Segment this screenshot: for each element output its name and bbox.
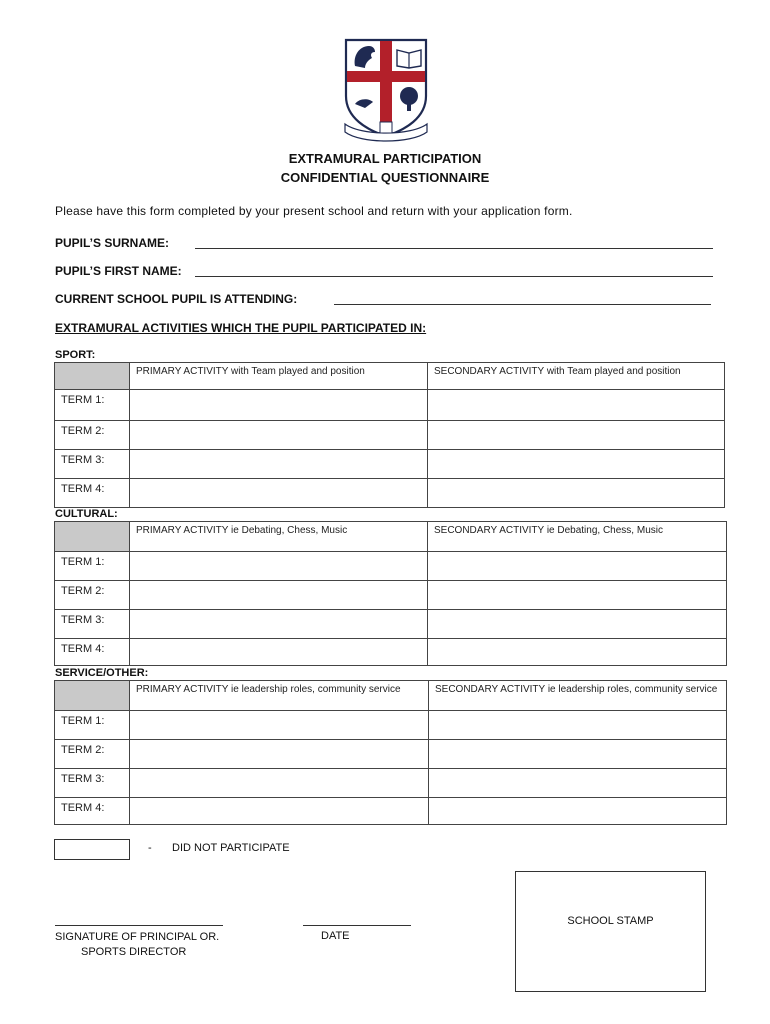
service-term-4-secondary-cell[interactable] — [429, 798, 727, 825]
sport-header-blank — [55, 363, 130, 390]
cultural-term-2-primary-cell[interactable] — [130, 581, 428, 610]
sport-term-3-label: TERM 3: — [55, 450, 130, 479]
cultural-term-1-label: TERM 1: — [55, 552, 130, 581]
cultural-term-1-primary-cell[interactable] — [130, 552, 428, 581]
service-primary-header: PRIMARY ACTIVITY ie leadership roles, community service — [130, 681, 429, 711]
cultural-term-3-secondary-cell[interactable] — [428, 610, 727, 639]
cultural-term-2-label: TERM 2: — [55, 581, 130, 610]
date-label: DATE — [321, 930, 350, 942]
sport-term-1-secondary-cell[interactable] — [428, 390, 725, 421]
surname-label: PUPIL’S SURNAME: — [55, 236, 170, 250]
service-term-1-label: TERM 1: — [55, 711, 130, 740]
service-table — [54, 680, 727, 825]
did-not-participate-box[interactable] — [54, 839, 130, 860]
surname-field[interactable] — [195, 248, 713, 249]
service-header-blank — [55, 681, 130, 711]
service-term-4-label: TERM 4: — [55, 798, 130, 825]
signature-label — [55, 930, 219, 960]
service-term-2-primary-cell[interactable] — [130, 740, 429, 769]
first-name-field[interactable] — [195, 276, 713, 277]
cultural-term-3-label: TERM 3: — [55, 610, 130, 639]
cultural-section-label: CULTURAL: — [55, 508, 118, 520]
service-term-1-primary-cell[interactable] — [130, 711, 429, 740]
cultural-primary-header: PRIMARY ACTIVITY ie Debating, Chess, Music — [130, 522, 428, 552]
sport-term-3-primary-cell[interactable] — [130, 450, 428, 479]
sport-table — [54, 362, 725, 508]
service-term-2-label: TERM 2: — [55, 740, 130, 769]
service-term-2-secondary-cell[interactable] — [429, 740, 727, 769]
school-stamp-label: SCHOOL STAMP — [567, 915, 654, 927]
cultural-term-4-primary-cell[interactable] — [130, 639, 428, 666]
form-title-line-1: EXTRAMURAL PARTICIPATION — [288, 151, 482, 166]
cultural-term-4-label: TERM 4: — [55, 639, 130, 666]
current-school-label: CURRENT SCHOOL PUPIL IS ATTENDING: — [55, 292, 298, 306]
sport-term-4-primary-cell[interactable] — [130, 479, 428, 508]
signature-line[interactable] — [55, 925, 223, 926]
signature-label-line-2: SPORTS DIRECTOR — [81, 946, 187, 958]
sport-term-2-secondary-cell[interactable] — [428, 421, 725, 450]
sport-term-3-secondary-cell[interactable] — [428, 450, 725, 479]
signature-label-line-1: SIGNATURE OF PRINCIPAL OR. — [55, 931, 220, 943]
cultural-term-2-secondary-cell[interactable] — [428, 581, 727, 610]
date-line[interactable] — [303, 925, 411, 926]
did-not-participate-label: DID NOT PARTICIPATE — [172, 842, 290, 854]
school-crest-logo — [343, 38, 429, 142]
sport-term-4-secondary-cell[interactable] — [428, 479, 725, 508]
sport-term-4-label: TERM 4: — [55, 479, 130, 508]
service-term-3-primary-cell[interactable] — [130, 769, 429, 798]
sport-term-2-label: TERM 2: — [55, 421, 130, 450]
activities-heading: EXTRAMURAL ACTIVITIES WHICH THE PUPIL PARTICIPATED IN: — [55, 321, 427, 335]
sport-secondary-header: SECONDARY ACTIVITY with Team played and position — [428, 363, 725, 390]
school-stamp-box — [515, 871, 706, 992]
current-school-field[interactable] — [334, 304, 711, 305]
service-secondary-header: SECONDARY ACTIVITY ie leadership roles, community service — [429, 681, 727, 711]
cultural-term-1-secondary-cell[interactable] — [428, 552, 727, 581]
service-term-1-secondary-cell[interactable] — [429, 711, 727, 740]
service-term-3-secondary-cell[interactable] — [429, 769, 727, 798]
form-title-line-2: CONFIDENTIAL QUESTIONNAIRE — [280, 170, 490, 185]
service-section-label: SERVICE/OTHER: — [55, 667, 149, 679]
service-term-3-label: TERM 3: — [55, 769, 130, 798]
cultural-term-3-primary-cell[interactable] — [130, 610, 428, 639]
legend-dash: - — [148, 842, 152, 854]
first-name-label: PUPIL’S FIRST NAME: — [55, 264, 182, 278]
sport-term-2-primary-cell[interactable] — [130, 421, 428, 450]
sport-section-label: SPORT: — [55, 349, 96, 361]
sport-primary-header: PRIMARY ACTIVITY with Team played and position — [130, 363, 428, 390]
service-term-4-primary-cell[interactable] — [130, 798, 429, 825]
cultural-secondary-header: SECONDARY ACTIVITY ie Debating, Chess, Music — [428, 522, 727, 552]
cultural-term-4-secondary-cell[interactable] — [428, 639, 727, 666]
sport-term-1-label: TERM 1: — [55, 390, 130, 421]
cultural-header-blank — [55, 522, 130, 552]
form-instructions: Please have this form completed by your present school and return with your application form. — [55, 204, 573, 218]
cultural-table — [54, 521, 727, 666]
sport-term-1-primary-cell[interactable] — [130, 390, 428, 421]
